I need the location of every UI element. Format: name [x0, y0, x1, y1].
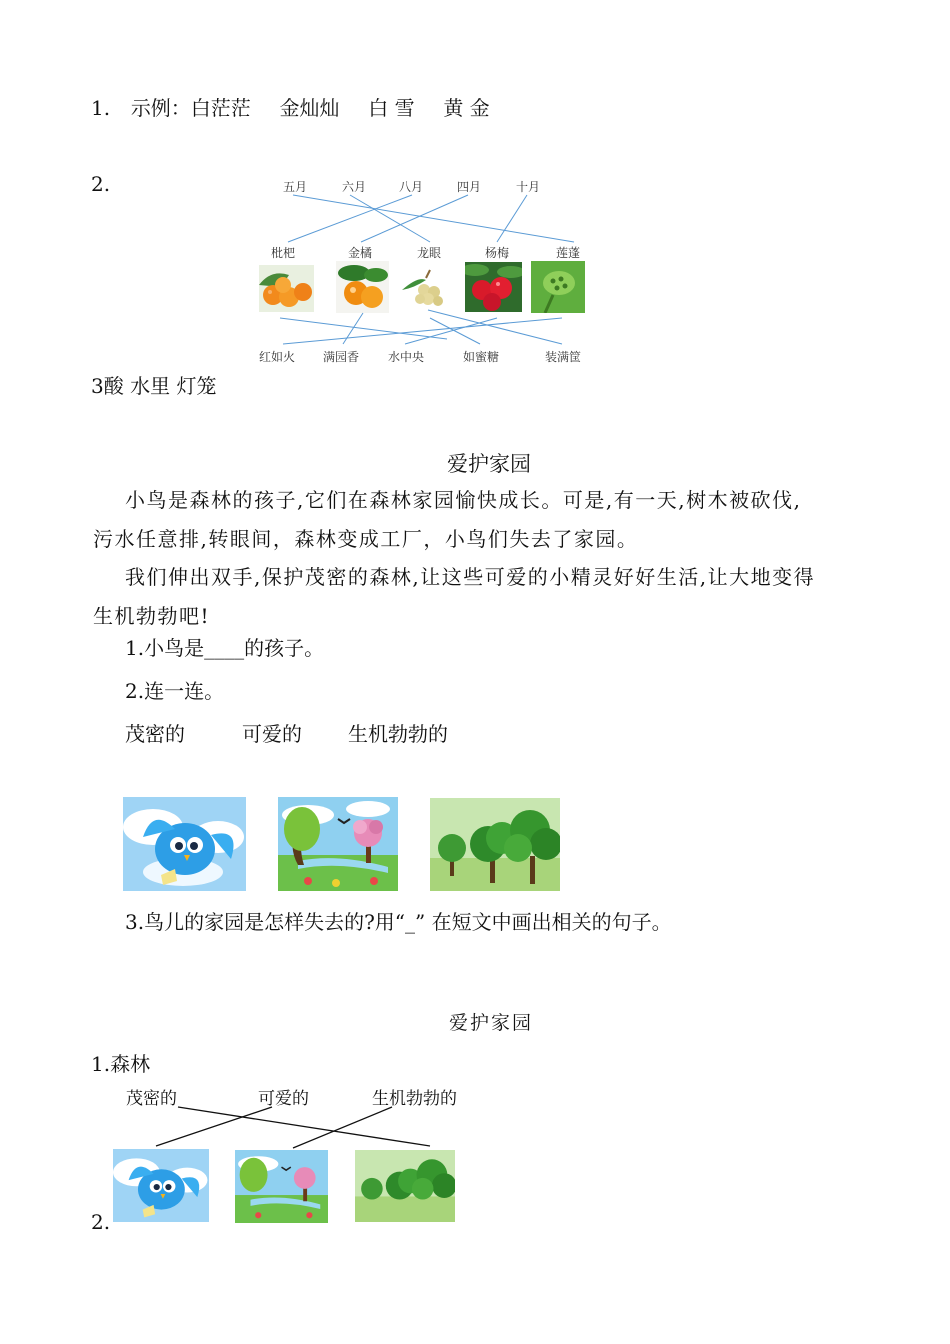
month-label: 五月 [283, 180, 308, 194]
passage-para-2-line-2: 生机勃勃吧! [93, 604, 211, 628]
month-label: 十月 [516, 180, 541, 194]
answer2-adjective: 生机勃勃的 [372, 1089, 457, 1109]
question-3: 3.鸟儿的家园是怎样失去的?用“_” 在短文中画出相关的句子。 [125, 910, 672, 934]
answer-1-num: 1. [91, 96, 111, 120]
fruit-label: 枇杷 [271, 246, 296, 260]
fruit-label: 金橘 [348, 246, 373, 260]
reading-title: 爱护家园 [447, 452, 531, 476]
answer-1-word-2: 金灿灿 [279, 96, 340, 120]
forest-image-small [355, 1150, 455, 1222]
answer2-1: 1.森林 [91, 1052, 151, 1076]
passage-para-1-line-1: 小鸟是森林的孩子,它们在森林家园愉快成长。可是,有一天,树木被砍伐, [125, 488, 802, 512]
fruit-label: 杨梅 [485, 246, 510, 260]
fruit-label: 莲蓬 [556, 246, 581, 260]
answer-3: 3酸 水里 灯笼 [91, 374, 217, 398]
month-label: 六月 [342, 180, 367, 194]
answer2-2: 2. [91, 1210, 111, 1234]
bird-image-small [113, 1149, 209, 1222]
phrase-label: 红如火 [259, 350, 296, 364]
phrase-label: 满园香 [323, 350, 360, 364]
answer-1-word-3: 白 雪 [368, 96, 415, 120]
answer2-adjective: 可爱的 [258, 1089, 309, 1109]
answer2-adjective: 茂密的 [126, 1089, 177, 1109]
answer-1-word-1: 示例：白茫茫 [130, 96, 251, 120]
passage-para-1-line-2: 污水任意排,转眼间，森林变成工厂，小鸟们失去了家园。 [93, 527, 639, 551]
phrase-label: 水中央 [388, 350, 425, 364]
adjective-label: 可爱的 [242, 722, 302, 746]
adjective-label: 茂密的 [125, 722, 185, 746]
month-label: 八月 [399, 180, 424, 194]
phrase-label: 装满筐 [545, 350, 582, 364]
phrase-label: 如蜜糖 [463, 350, 500, 364]
passage-para-2-line-1: 我们伸出双手,保护茂密的森林,让这些可爱的小精灵好好生活,让大地变得 [125, 565, 816, 589]
meadow-image-small [235, 1150, 328, 1223]
answer-title: 爱护家园 [449, 1012, 534, 1034]
adjective-label: 生机勃勃的 [348, 722, 448, 746]
answer-2-number: 2. [91, 172, 111, 196]
fruit-label: 龙眼 [417, 246, 442, 260]
month-label: 四月 [457, 180, 482, 194]
question-2: 2.连一连。 [125, 679, 225, 703]
question-1: 1.小鸟是____的孩子。 [125, 636, 325, 660]
answer-1-word-4: 黄 金 [443, 96, 490, 120]
